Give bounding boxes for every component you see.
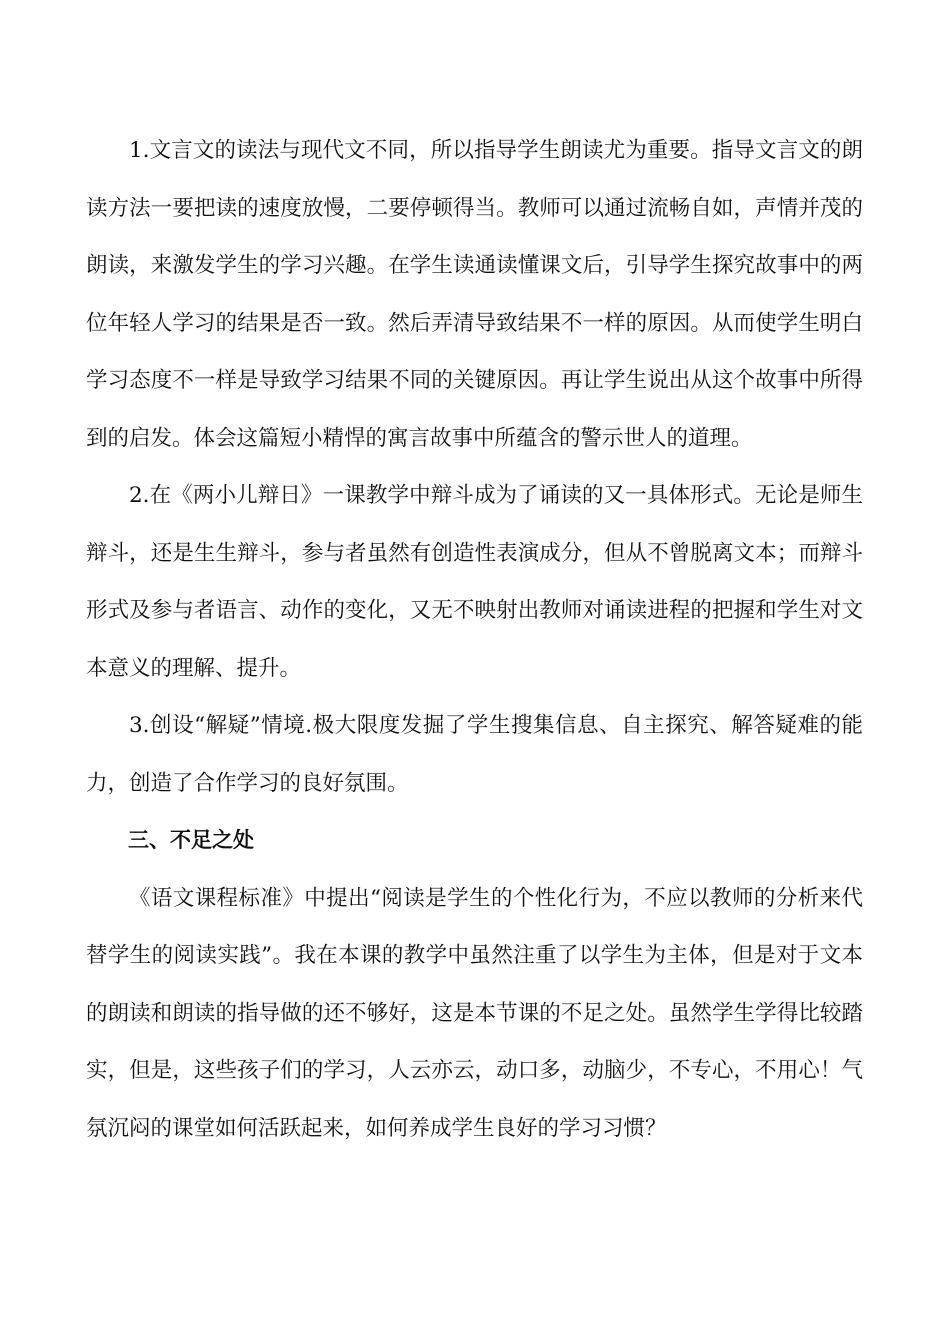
paragraph-inquiry-context: 3.创设“解疑”情境.极大限度发掘了学生搜集信息、自主探究、解答疑难的能力，创造了合作学习的良好氛围。 [86, 713, 863, 796]
paragraph-shortcomings: 《语文课程标准》中提出“阅读是学生的个性化行为，不应以教师的分析来代替学生的阅读实践”。我在本课的教学中虽然注重了以学生为主体，但是对于文本的朗读和朗读的指导做的还不够好，这是本节课的不足之处。虽然学生学得比较踏实，但是，这些孩子们的学习，人云亦云，动口多，动脑少，不专心，不用心！气氛沉闷的课堂如何活跃起来，如何养成学生良好的学习习惯？ [86, 885, 863, 1141]
section-heading: 三、不足之处 [128, 828, 254, 852]
paragraph-reading-guidance: 1.文言文的读法与现代文不同，所以指导学生朗读尤为重要。指导文言文的朗读方法一要把读的速度放慢，二要停顿得当。教师可以通过流畅自如，声情并茂的朗读，来激发学生的学习兴趣。在学生读通读懂课文后，引导学生探究故事中的两位年轻人学习的结果是否一致。然后弄清导致结果不一样的原因。从而使学生明白学习态度不一样是导致学习结果不同的关键原因。再让学生说出从这个故事中所得到的启发。体会这篇短小精悍的寓言故事中所蕴含的警示世人的道理。 [86, 138, 863, 451]
paragraph-debate-reading: 2.在《两小儿辩日》一课教学中辩斗成为了诵读的又一具体形式。无论是师生辩斗，还是生生辩斗，参与者虽然有创造性表演成分，但从不曾脱离文本；而辩斗形式及参与者语言、动作的变化，又无不映射出教师对诵读进程的把握和学生对文本意义的理解、提升。 [86, 483, 863, 681]
document-body [86, 122, 863, 1157]
